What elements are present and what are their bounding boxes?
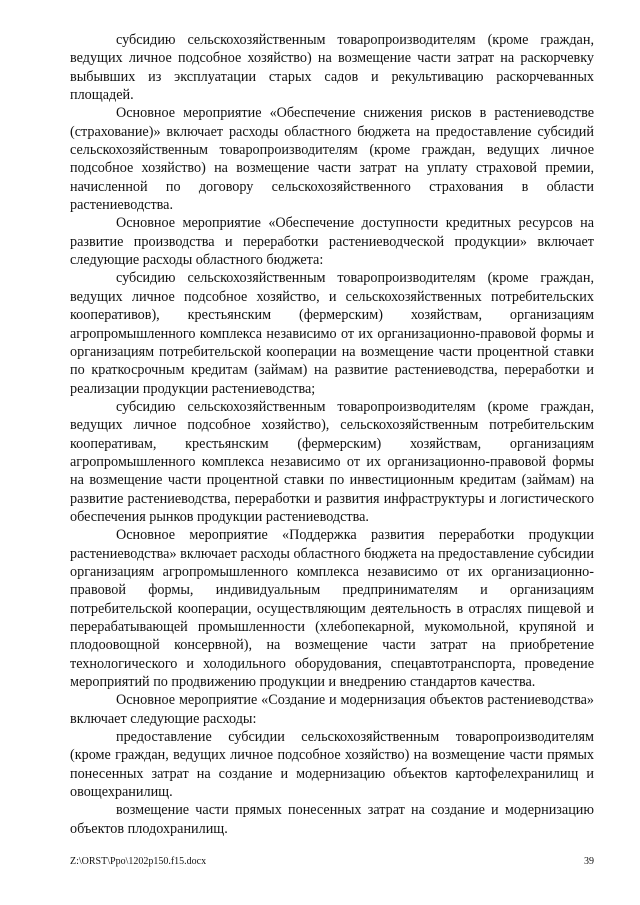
page-footer [70,855,594,869]
page-number: 39 [584,856,594,867]
paragraph-credit-availability: Основное мероприятие «Обеспечение доступности кредитных ресурсов на развитие производства и переработки растениеводческой продукции» включает следующие расходы областного бюджета: [70,215,594,269]
paragraph-processing-support: Основное мероприятие «Поддержка развития переработки продукции растениеводства» включает расходы областного бюджета на предоставление субсидии организациям агропромышленного комплекса независимо от их организационно-правовой формы, индивидуальным предпринимателям и организациям потребительской кооперации, осуществляющим деятельность в отраслях пищевой и перерабатывающей промышленности (хлебопекарной, мукомольной, крупяной и плодоовощной консервной), на возмещение части затрат на приобретение технологического и холодильного оборудования, спецавтотранспорта, проведение мероприятий по продвижению продукции и внедрению стандартов качества. [70,527,594,691]
paragraph-facilities-modernization: Основное мероприятие «Создание и модернизация объектов растениеводства» включает следующие расходы: [70,692,594,727]
paragraph-fruit-storage-reimbursement: возмещение части прямых понесенных затрат на создание и модернизацию объектов плодохранилищ. [70,802,594,837]
paragraph-crop-insurance: Основное мероприятие «Обеспечение снижения рисков в растениеводстве (страхование)» включает расходы областного бюджета на предоставление субсидий сельскохозяйственным товаропроизводителям (кроме граждан, ведущих личное подсобное хозяйство) на возмещение части затрат на уплату страховой премии, начисленной по договору сельскохозяйственного страхования в области растениеводства. [70,105,594,214]
document-body [70,31,594,838]
paragraph-investment-credit-subsidy: субсидию сельскохозяйственным товаропроизводителям (кроме граждан, ведущих личное подсобное хозяйство), сельскохозяйственным потребительским кооперативам, крестьянским (фермерским) хозяйствам, организациям агропромышленного комплекса независимо от их организационно-правовой формы на возмещение части процентной ставки по инвестиционным кредитам (займам) на развитие растениеводства, переработки и развития инфраструктуры и логистического обеспечения рынков продукции растениеводства. [70,398,594,525]
paragraph-vegetable-storage-subsidy: предоставление субсидии сельскохозяйственным товаропроизводителям (кроме граждан, ведущих личное подсобное хозяйство) на возмещение части прямых понесенных затрат на создание и модернизацию объектов картофелехранилищ и овощехранилищ. [70,729,594,801]
paragraph-short-term-credit-subsidy: субсидию сельскохозяйственным товаропроизводителям (кроме граждан, ведущих личное подсобное хозяйство, и сельскохозяйственных потребительских кооперативов), крестьянским (фермерским) хозяйствам, организациям агропромышленного комплекса независимо от их организационно-правовой формы и организациям потребительской кооперации на возмещение части процентной ставки по краткосрочным кредитам (займам) на развитие растениеводства, переработки и реализации продукции растениеводства; [70,270,594,397]
footer-file-path: Z:\ORST\Ppo\1202p150.f15.docx [70,856,207,867]
paragraph-orchard-uprooting-subsidy: субсидию сельскохозяйственным товаропроизводителям (кроме граждан, ведущих личное подсобное хозяйство) на возмещение части затрат на раскорчевку выбывших из эксплуатации старых садов и рекультивацию раскорчеванных площадей. [70,32,594,104]
